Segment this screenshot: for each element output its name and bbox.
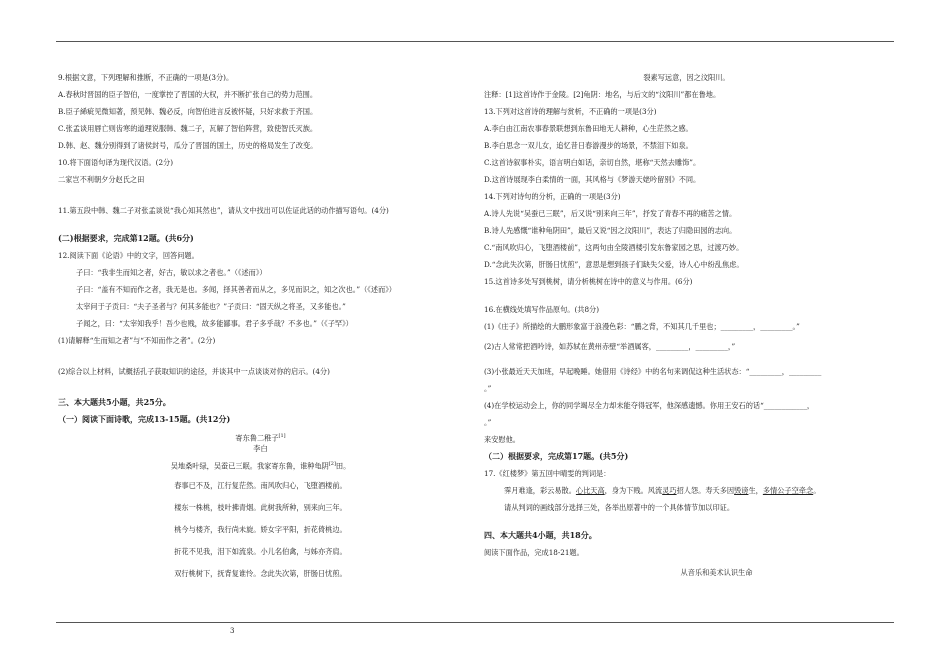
verse-part-c: 招人怨。寿夭多因 xyxy=(676,486,735,495)
poem-line-1b: 田。 xyxy=(335,461,351,471)
q10-sentence: 二家岂不利朝夕分赵氏之田 xyxy=(58,175,145,184)
q14-option-d: D.“念此失次第，肝肠日忧煎”，意思是想到孩子们缺失父爱，诗人心中纷乱焦虑。 xyxy=(484,260,744,269)
qingwen-verse xyxy=(484,485,889,496)
q9-option-d: D.韩、赵、魏分别得到了诸侯封号，瓜分了晋国的国土，历史的格局发生了改变。 xyxy=(58,141,318,150)
q13-option-d: D.这首诗展现李白柔情的一面，其风格与《梦游天姥吟留别》不同。 xyxy=(484,175,701,184)
q9-stem: 9.根据文意，下列理解和推断，不正确的一项是(3分)。 xyxy=(58,73,234,82)
q13-option-b: B.李白思念一双儿女，追忆昔日春游漫步的场景，不禁泪下如泉。 xyxy=(484,141,693,150)
q12-sub1: (1)请解释“生而知之者”与“不知而作之者”。(2分) xyxy=(58,336,216,345)
section-3-heading: 三、本大题共5小题，共25分。 xyxy=(58,397,171,407)
q13-stem: 13.下列对这首诗的理解与赏析，不正确的一项是(3分) xyxy=(484,107,657,116)
left-column xyxy=(58,72,463,582)
q9-option-a: A.春秋时晋国的臣子智伯，一度掌控了晋国的大权，并不断扩张自己的势力范围。 xyxy=(58,90,318,99)
poem-line-1-note: [2] xyxy=(328,461,336,467)
analects-quote-4: 子闻之，曰：“太宰知我乎！吾少也贱，故多能鄙事。君子多乎哉？不多也。”（《子罕》） xyxy=(76,319,353,328)
poem-title-text: 寄东鲁二稚子 xyxy=(235,433,279,443)
verse-underline-1: 心比天高 xyxy=(575,486,605,495)
q14-option-b: B.诗人先感慨“谁种龟阴田”，最后又说“因之汶阳川”，表达了归隐田园的志向。 xyxy=(484,226,737,235)
section-2-heading: (二)根据要求，完成第12题。(共6分) xyxy=(58,233,194,243)
analects-quote-3: 太宰问于子贡曰：“夫子圣者与？何其多能也？”子贡曰：“固天纵之将圣，又多能也。” xyxy=(76,302,346,311)
analects-quote-1: 子曰：“我非生而知之者，好古，敏以求之者也。”（《述而》） xyxy=(76,268,267,277)
poem-note: 注释：[1]这首诗作于金陵。[2]龟阴：地名，与后文的“汶阳川”都在鲁地。 xyxy=(484,90,721,99)
q16-item-4-end: 。” xyxy=(484,418,492,427)
poem-title-note: [1] xyxy=(278,433,286,439)
verse-underline-3: 毁谤 xyxy=(734,486,749,495)
verse-part-a: 霁月难逢，彩云易散。 xyxy=(504,486,576,495)
section-4-heading: 四、本大题共4小题，共18分。 xyxy=(484,530,597,540)
section-3-subheading: （一）阅读下面诗歌，完成13-15题。(共12分) xyxy=(58,414,231,424)
q15-stem: 15.这首诗多处写到桃树，请分析桃树在诗中的意义与作用。(6分) xyxy=(484,277,693,286)
q16-stem: 16.在横线处填写作品原句。(共8分) xyxy=(484,305,600,314)
q16-item-4: (4)在学校运动会上，你的同学竭尽全力却未能夺得冠军，他深感遗憾。你用王安石的话“____________， xyxy=(484,401,815,410)
q14-option-a: A.诗人先说“吴蚕已三眠”，后又说“别来向三年”，抒发了青春不再的痛苦之情。 xyxy=(484,209,737,218)
verse-part-b: ，身为下贱。风流 xyxy=(604,486,663,495)
poem-title xyxy=(58,431,463,442)
q9-option-b: B.臣子絺疵见微知著，预见韩、魏必反，向智伯进言反被怀疑，只好求救于齐国。 xyxy=(58,107,318,116)
poem-line-4: 桃今与楼齐，我行尚未旋。娇女字平阳，折花倚桃边。 xyxy=(174,525,347,534)
poem-last-line: 裂素写远意，因之汶阳川。 xyxy=(643,73,730,82)
q14-stem: 14.下列对诗句的分析，正确的一项是(3分) xyxy=(484,192,621,201)
q16-item-2: (2)古人常常把酒吟诗，如苏轼在黄州赤壁“举酒属客，_________，_________，” xyxy=(484,342,736,351)
q13-option-c: C.这首诗叙事朴实，语言明白如话，亲切自然，堪称“天然去雕饰”。 xyxy=(484,158,701,167)
q11-stem: 11.第五段中韩、魏二子对张孟谈说“我心知其然也”，请从文中找出可以佐证此话的动作描写语句。(4分) xyxy=(58,206,389,215)
q9-option-c: C.张孟谈用唇亡则齿寒的道理说服韩、魏二子，瓦解了智伯阵营，致使智氏灭族。 xyxy=(58,124,318,133)
verse-part-e: 。 xyxy=(813,486,821,495)
footer-rule xyxy=(56,622,894,623)
analects-quote-2: 子曰：“盖有不知而作之者，我无是也。多闻，择其善者而从之，多见而识之，知之次也。”（《述而》） xyxy=(76,285,396,294)
poem-line-6: 双行桃树下，抚背复谁怜。念此失次第，肝肠日忧煎。 xyxy=(174,569,347,578)
article-title: 从音乐和美术认识生命 xyxy=(680,568,753,577)
verse-part-d: 生， xyxy=(748,486,763,495)
right-section-2-heading: （二）根据要求，完成第17题。(共5分) xyxy=(484,451,629,461)
poem-line-1a: 吴地桑叶绿，吴蚕已三眠。我家寄东鲁，谁种龟阴 xyxy=(170,461,329,471)
q10-stem: 10.将下面语句译为现代汉语。(2分) xyxy=(58,158,174,167)
q13-option-a: A.李白由江南农事春景联想到东鲁田地无人耕种，心生茫然之感。 xyxy=(484,124,693,133)
poem-line-2: 春事已不及，江行复茫然。南风吹归心，飞堕酒楼前。 xyxy=(174,481,347,490)
q12-stem: 12.阅读下面《论语》中的文字，回答问题。 xyxy=(58,251,199,260)
header-rule xyxy=(56,41,894,42)
q16-item-4-tail: 来安慰他。 xyxy=(484,435,520,444)
q14-option-c: C.“南风吹归心，飞堕酒楼前”，这两句由全陵酒楼引发东鲁家园之思，过渡巧妙。 xyxy=(484,243,744,252)
verse-underline-2: 灵巧 xyxy=(662,486,677,495)
right-column xyxy=(484,72,889,578)
page-number: 3 xyxy=(230,627,235,635)
section-4-intro: 阅读下面作品，完成18-21题。 xyxy=(484,548,584,557)
poem-author: 李白 xyxy=(253,444,268,453)
poem-line-3: 楼东一株桃，枝叶拂青烟。此树我所种，别来向三年。 xyxy=(174,503,347,512)
poem-line xyxy=(58,456,463,472)
q16-item-1: (1)《庄子》所描绘的大鹏形象富于浪漫色彩：“鹏之背，不知其几千里也；_________，_________。” xyxy=(484,322,800,331)
q16-item-3: (3)小张最近天天加班，早起晚睡。她借用《诗经》中的名句来调侃这种生活状态：“_________，_________ xyxy=(484,367,822,376)
q17-stem: 17.《红楼梦》第五回中晴雯的判词是： xyxy=(484,469,611,478)
verse-underline-4: 多情公子空牵念 xyxy=(762,486,814,495)
q16-item-3-end: 。” xyxy=(484,384,492,393)
q17-task: 请从判词的画线部分选择三处，各举出原著中的一个具体情节加以印证。 xyxy=(504,503,735,512)
poem-line-5: 折花不见我，泪下如流泉。小儿名伯禽，与姊亦齐肩。 xyxy=(174,547,347,556)
q12-sub2: (2)综合以上材料，试概括孔子获取知识的途径，并谈其中一点谈谈对你的启示。(4分) xyxy=(58,367,330,376)
